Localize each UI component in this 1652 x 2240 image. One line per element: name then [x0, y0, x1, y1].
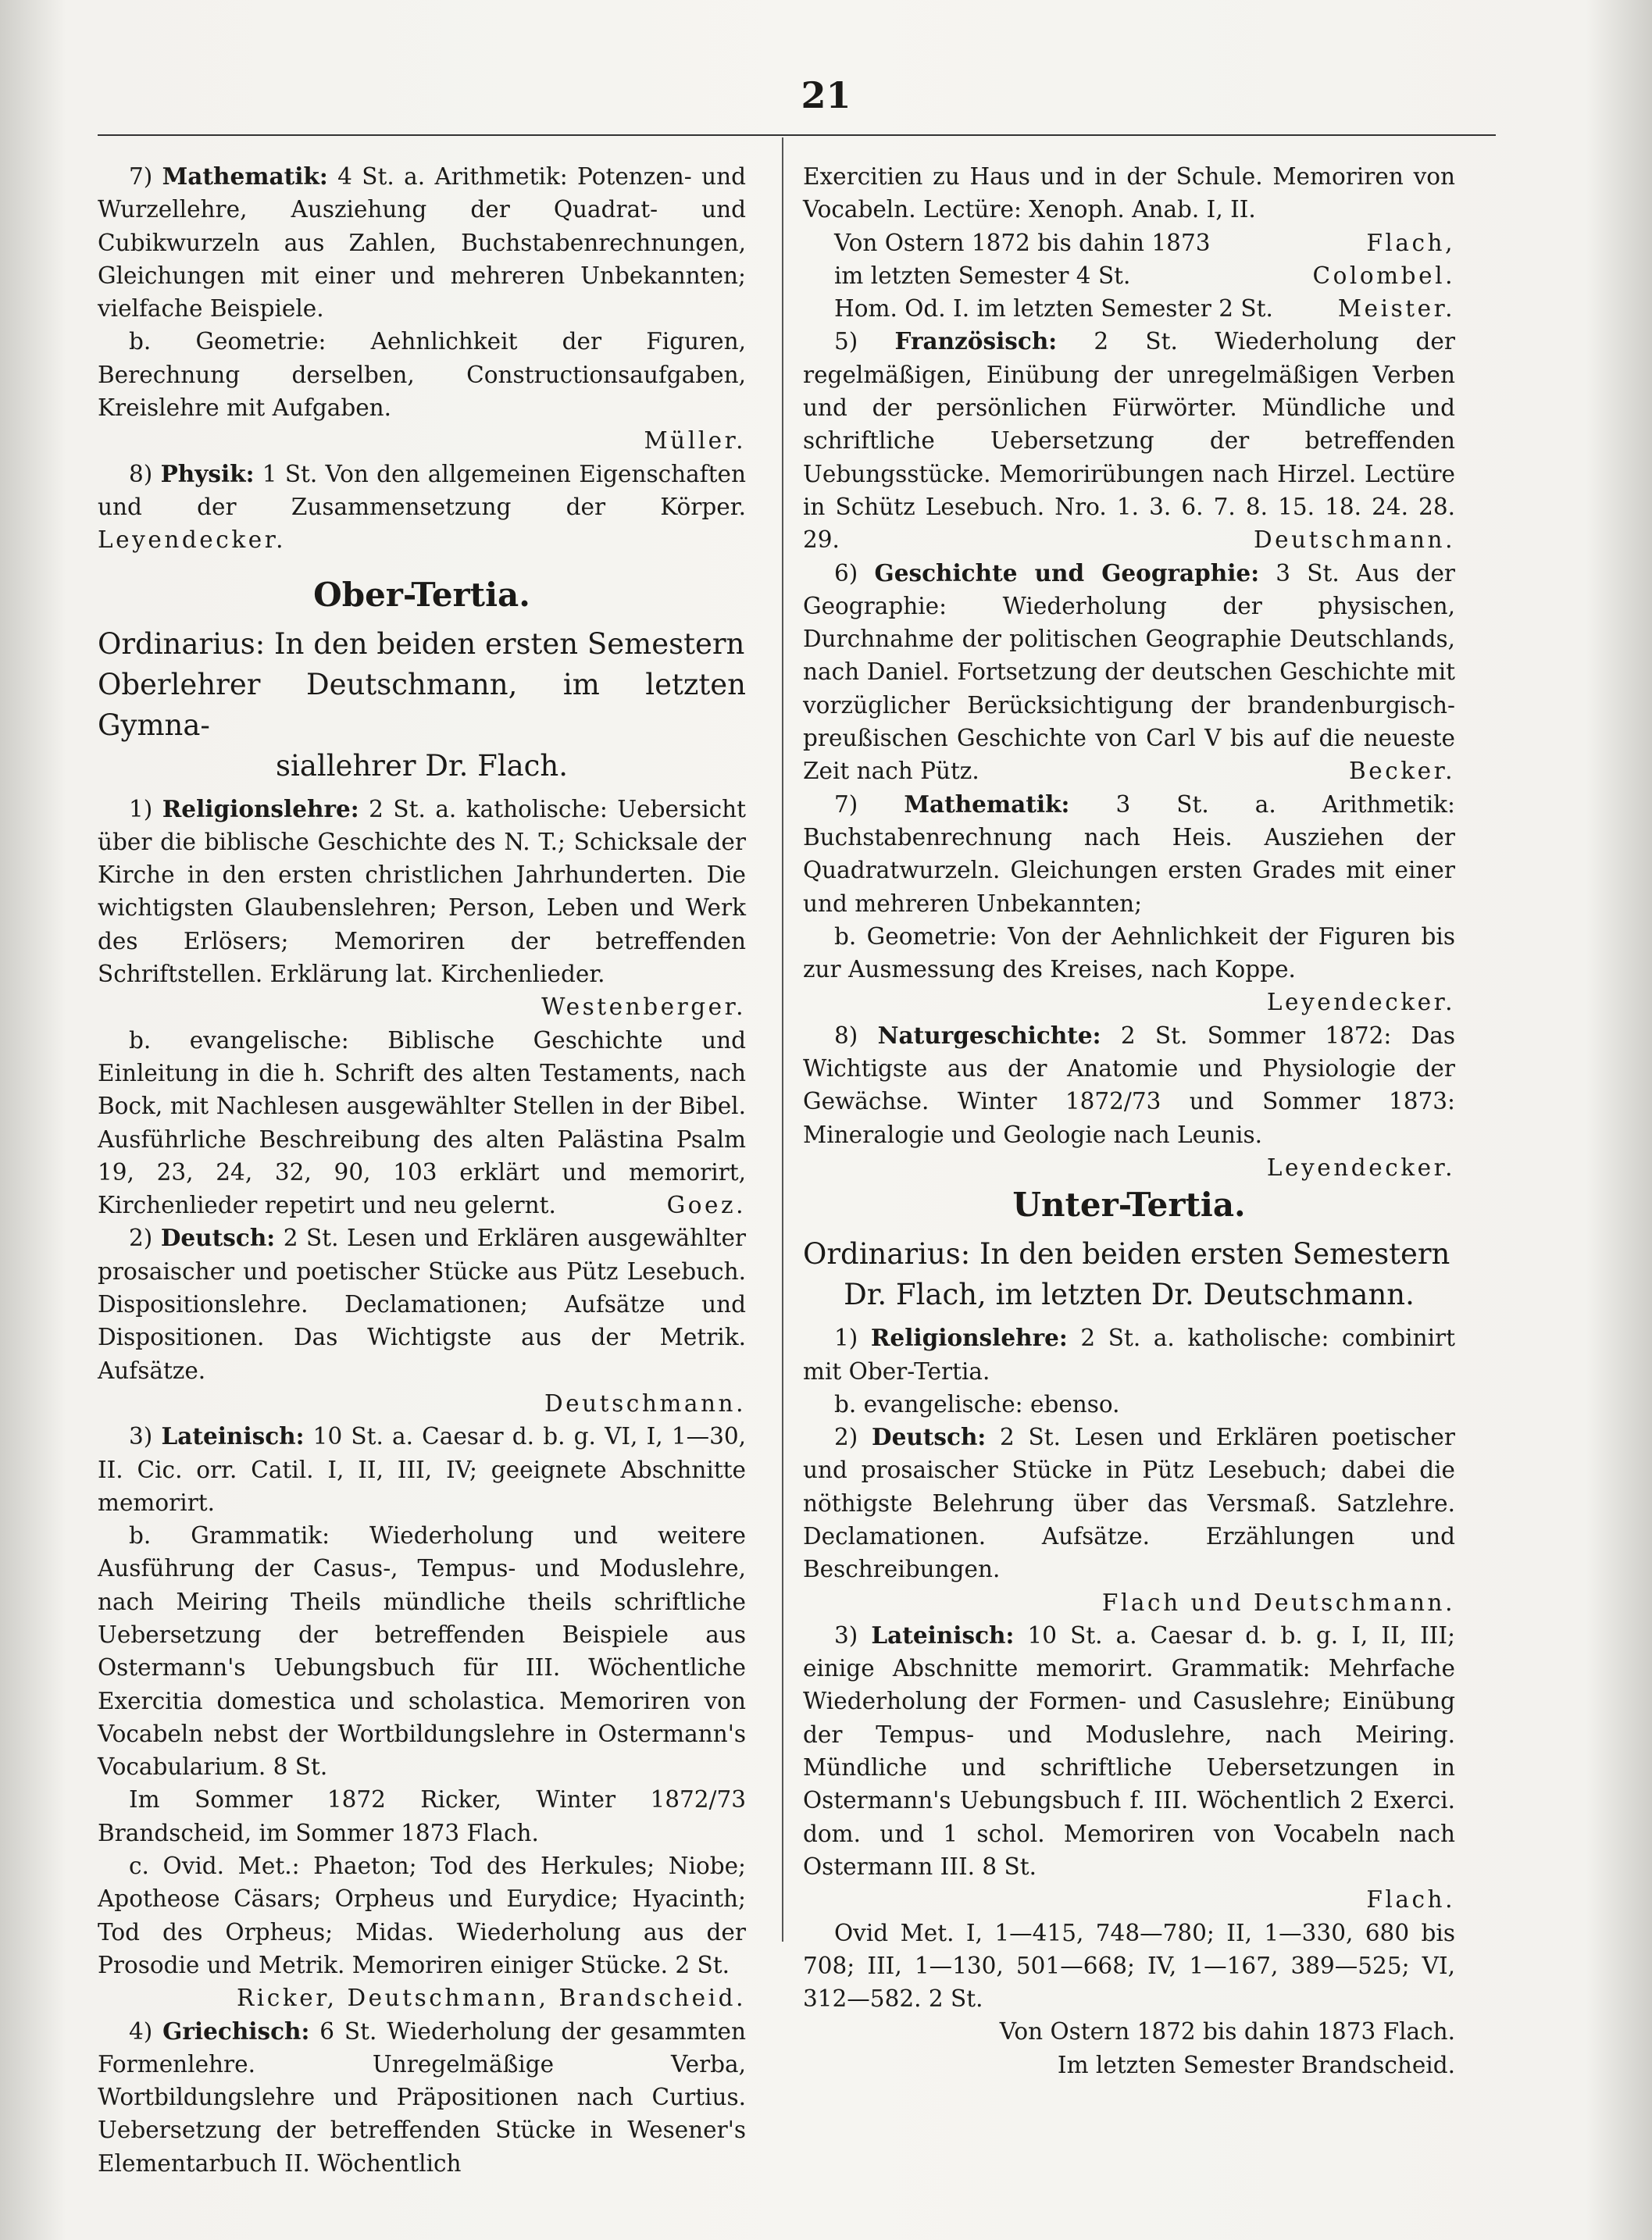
religionslehre-paragraph: 1) Religionslehre: 2 St. a. katholische: combinirt mit Ober-Tertia.	[803, 1324, 1456, 1385]
ordinarius-line: Ordinarius: In den beiden ersten Semestern	[803, 1237, 1450, 1272]
teacher-names: Ricker, Deutschmann, Brandscheid.	[237, 1985, 746, 2012]
geometrie-paragraph: b. Geometrie: Von der Aehnlichkeit der Figuren bis zur Ausmessung des Kreises, nach Koppe.	[803, 922, 1455, 983]
teacher-name: Leyendecker.	[1266, 989, 1455, 1016]
ordinarius-line: Oberlehrer Deutschmann, im letzten Gymna-	[98, 667, 746, 742]
geschichte-paragraph: 6) Geschichte und Geographie: 3 St. Aus der Geographie: Wiederholung der physischen, Durchnahme der politischen Geographie Deutschlands, nach Daniel. Fortsetzung der deutschen Geschichte mit vorzüglicher Berücksichtigung der brandenburgisch-preußischen Geschichte von Carl V bis auf die neueste Zeit nach Pütz. Becker.	[803, 558, 1456, 785]
deutsch-paragraph: 2) Deutsch: 2 St. Lesen und Erklären ausgewählter prosaischer und poetischer Stücke aus Pütz Lesebuch. Dispositionslehre. Declamationen; Aufsätze und Dispositionen. Das Wichtigste aus der Metrik. Aufsätze.	[98, 1224, 746, 1384]
evangelische-paragraph: b. evangelische: Biblische Geschichte und Einleitung in die h. Schrift des alten Testaments, nach Bock, mit Nachlesen ausgewählter Stellen in der Bibel. Ausführliche Beschreibung des alten Palästina Psalm 19, 23, 24, 32, 90, 103 erklärt und memorirt, Kirchenlieder repetirt und neu gelernt. Goez.	[98, 1026, 746, 1219]
ordinarius-line: siallehrer Dr. Flach.	[276, 748, 568, 783]
deutsch-paragraph: 2) Deutsch: 2 St. Lesen und Erklären poetischer und prosaischer Stücke in Pütz Lesebuch; dabei die nöthigste Belehrung über das Versmaß. Satzlehre. Declamationen. Aufsätze. Erzählungen und Beschreibungen.	[803, 1423, 1455, 1583]
ordinarius-line: Dr. Flach, im letzten Dr. Deutschmann.	[844, 1278, 1415, 1312]
teacher-name: Müller.	[644, 427, 746, 455]
mathematik-paragraph: 7) Mathematik: 4 St. a. Arithmetik: Potenzen- und Wurzellehre, Ausziehung der Quadrat- und Cubikwurzeln aus Zahlen, Buchstabenrechnungen, Gleichungen mit einer und mehreren Unbekannten; vielfache Beispiele.	[98, 162, 746, 323]
column-divider	[782, 137, 783, 1942]
ordinarius-line: Ordinarius: In den beiden ersten Semestern	[98, 626, 745, 661]
teacher-schedule: Im Sommer 1872 Ricker, Winter 1872/73 Brandscheid, im Sommer 1873 Flach.	[98, 1786, 746, 1846]
teacher-schedule: Von Ostern 1872 bis dahin 1873 Flach,	[834, 229, 1455, 256]
teacher-schedule: Im letzten Semester Brandscheid.	[1057, 2051, 1455, 2078]
teacher-schedule: Von Ostern 1872 bis dahin 1873 Flach.	[999, 2018, 1455, 2046]
teacher-names: Flach und Deutschmann.	[1101, 1589, 1455, 1616]
grammatik-paragraph: b. Grammatik: Wiederholung und weitere Ausführung der Casus-, Tempus- und Moduslehre, nach Meiring Theils mündliche theils schriftliche Uebersetzung der betreffenden Beispiele aus Ostermann's Uebungsbuch für III. Wöchentliche Exercitia domestica und scholastica. Memoriren von Vocabeln nebst der Wortbildungslehre in Ostermann's Vocabularium. 8 St.	[98, 1522, 746, 1781]
right-column	[803, 160, 1455, 2081]
teacher-schedule: Hom. Od. I. im letzten Semester 2 St. Meister.	[834, 295, 1455, 323]
section-heading-ober-tertia: Ober-Tertia.	[313, 575, 530, 614]
griechisch-continuation: Exercitien zu Haus und in der Schule. Memoriren von Vocabeln. Lectüre: Xenoph. Anab. I, II.	[803, 163, 1455, 223]
teacher-name: Flach.	[1366, 1886, 1455, 1914]
mathematik-paragraph: 7) Mathematik: 3 St. a. Arithmetik: Buchstabenrechnung nach Heis. Ausziehen der Quadratwurzeln. Gleichungen ersten Grades mit einer und mehreren Unbekannten;	[803, 790, 1456, 917]
teacher-name: Deutschmann.	[544, 1389, 746, 1417]
section-heading-unter-tertia: Unter-Tertia.	[1012, 1186, 1246, 1225]
teacher-schedule: im letzten Semester 4 St. Colombel.	[834, 262, 1455, 289]
naturgeschichte-paragraph: 8) Naturgeschichte: 2 St. Sommer 1872: Das Wichtigste aus der Anatomie und Physiologie der Gewächse. Winter 1872/73 und Sommer 1873: Mineralogie und Geologie nach Leunis. Leyendecker.	[803, 1021, 1456, 1181]
ovid-paragraph: c. Ovid. Met.: Phaeton; Tod des Herkules; Niobe; Apotheose Cäsars; Orpheus und Eurydice; Hyacinth; Tod des Orpheus; Midas. Wiederholung aus der Prosodie und Metrik. Memoriren einiger Stücke. 2 St.	[98, 1853, 746, 1978]
left-column	[98, 160, 746, 2180]
physik-paragraph: 8) Physik: 1 St. Von den allgemeinen Eigenschaften und der Zusammensetzung der Körper. Leyendecker.	[98, 459, 746, 554]
religionslehre-paragraph: 1) Religionslehre: 2 St. a. katholische: Uebersicht über die biblische Geschichte des N. T.; Schicksale der Kirche in den ersten christlichen Jahrhunderten. Die wichtigsten Glaubenslehren; Person, Leben und Werk des Erlösers; Memoriren der betreffenden Schriftstellen. Erklärung lat. Kirchenlieder. Westenberger.	[98, 794, 747, 1021]
page-number: 21	[801, 74, 851, 116]
geometrie-paragraph: b. Geometrie: Aehnlichkeit der Figuren, Berechnung derselben, Constructionsaufgaben, Kreislehre mit Aufgaben.	[98, 328, 746, 422]
lateinisch-paragraph: 3) Lateinisch: 10 St. a. Caesar d. b. g. VI, I, 1—30, II. Cic. orr. Catil. I, II, III, IV; geeignete Abschnitte memorirt.	[98, 1422, 747, 1516]
ovid-paragraph: Ovid Met. I, 1—415, 748—780; II, 1—330, 680 bis 708; III, 1—130, 501—668; IV, 1—167, 389—525; VI, 312—582. 2 St.	[803, 1919, 1455, 2013]
evangelische-paragraph: b. evangelische: ebenso.	[834, 1390, 1120, 1418]
header-rule	[98, 134, 1496, 136]
lateinisch-paragraph: 3) Lateinisch: 10 St. a. Caesar d. b. g. I, II, III; einige Abschnitte memorirt. Grammatik: Mehrfache Wiederholung der Formen- und Casuslehre; Einübung der Tempus- und Moduslehre, nach Meiring. Mündliche und schriftliche Uebersetzungen in Ostermann's Uebungsbuch f. III. Wöchentlich 2 Exerci. dom. und 1 schol. Memoriren von Vocabeln nach Ostermann III. 8 St.	[803, 1621, 1456, 1880]
franzoesisch-paragraph: 5) Französisch: 2 St. Wiederholung der regelmäßigen, Einübung der unregelmäßigen Verben und der persönlichen Fürwörter. Mündliche und schriftliche Uebersetzung der betreffenden Uebungsstücke. Memorirübungen nach Hirzel. Lectüre in Schütz Lesebuch. Nro. 1. 3. 6. 7. 8. 15. 18. 24. 28. 29. Deutschmann.	[803, 327, 1455, 554]
griechisch-paragraph: 4) Griechisch: 6 St. Wiederholung der gesammten Formenlehre. Unregelmäßige Verba, Wortbildungslehre und Präpositionen nach Curtius. Uebersetzung der betreffenden Stücke in Wesener's Elementarbuch II. Wöchentlich	[98, 2017, 746, 2177]
